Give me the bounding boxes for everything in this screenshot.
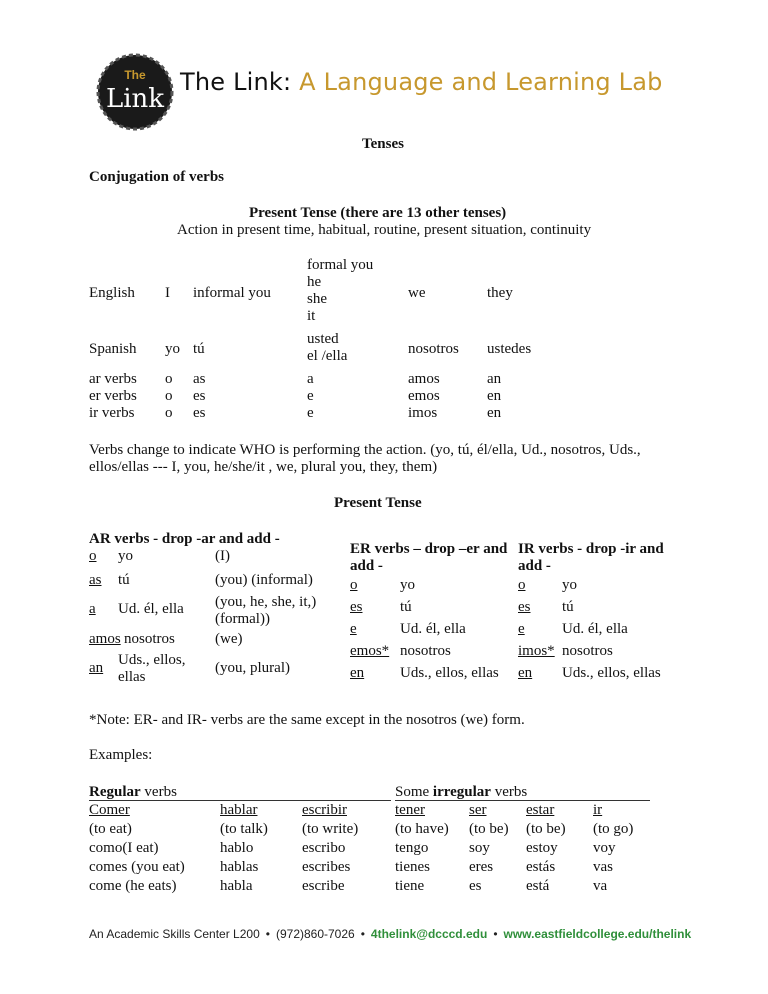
er-pronoun: yo bbox=[400, 577, 415, 593]
grid-cell: imos bbox=[408, 405, 438, 421]
grid-i: I bbox=[165, 285, 170, 301]
regular-verb: (to eat) bbox=[89, 821, 132, 837]
ir-heading: IR verbs - drop -ir and bbox=[518, 541, 664, 557]
irregular-verb: tengo bbox=[395, 840, 429, 856]
ar-ending: an bbox=[89, 660, 104, 676]
ir-ending: o bbox=[518, 577, 526, 593]
lab-title-plain: The Link: bbox=[180, 68, 292, 96]
regular-verb: escribir bbox=[302, 802, 347, 818]
er-ending: e bbox=[350, 621, 357, 637]
grid-he: he bbox=[307, 274, 322, 290]
lab-title bbox=[180, 68, 663, 96]
er-ending: en bbox=[350, 665, 365, 681]
footer-bullet: • bbox=[360, 927, 365, 941]
ar-pronoun: Uds., ellos, bbox=[118, 652, 186, 668]
ar-ending: o bbox=[89, 548, 97, 564]
grid-english: English bbox=[89, 285, 135, 301]
ir-ending: en bbox=[518, 665, 533, 681]
ar-meaning: (formal)) bbox=[215, 611, 270, 627]
grid-ir-verbs: ir verbs bbox=[89, 405, 135, 421]
footer bbox=[89, 927, 691, 941]
ar-meaning: (you) (informal) bbox=[215, 572, 313, 588]
irregular-verb: (to have) bbox=[395, 821, 449, 837]
logo-badge bbox=[95, 52, 175, 132]
regular-verb: hablo bbox=[220, 840, 254, 856]
logo-the-text: The bbox=[124, 68, 146, 82]
regular-verb: comes (you eat) bbox=[89, 859, 185, 875]
irregular-verb: (to go) bbox=[593, 821, 634, 837]
ar-pronoun: tú bbox=[118, 572, 130, 588]
footer-phone: (972)860-7026 bbox=[275, 927, 355, 941]
er-ending: o bbox=[350, 577, 358, 593]
grid-informal-you: informal you bbox=[193, 285, 271, 301]
grid-spanish: Spanish bbox=[89, 341, 137, 357]
er-ending: emos* bbox=[350, 643, 390, 659]
er-pronoun: Ud. él, ella bbox=[400, 621, 466, 637]
page-title: Tenses bbox=[362, 136, 404, 152]
ir-ending: es bbox=[518, 599, 531, 615]
regular-bold: Regular bbox=[89, 784, 141, 800]
present-tense-heading: Present Tense bbox=[334, 495, 422, 511]
ir-heading-2: add - bbox=[518, 558, 551, 574]
er-pronoun: nosotros bbox=[400, 643, 451, 659]
irregular-verb: estoy bbox=[526, 840, 558, 856]
conjugation-heading: Conjugation of verbs bbox=[89, 169, 225, 185]
grid-they: they bbox=[487, 285, 513, 301]
ar-ending: amos bbox=[89, 631, 121, 647]
irregular-bold: irregular bbox=[432, 784, 491, 800]
footer-web-link[interactable]: www.eastfieldcollege.edu/thelink bbox=[503, 927, 692, 941]
explanation-line-2: ellos/ellas --- I, you, he/she/it , we, plural you, they, them) bbox=[89, 459, 438, 475]
ar-meaning: (we) bbox=[215, 631, 243, 647]
grid-tu: tú bbox=[193, 341, 205, 357]
regular-verb: escribo bbox=[302, 840, 346, 856]
present-subtitle: Action in present time, habitual, routine, present situation, continuity bbox=[177, 222, 592, 238]
regular-rest: verbs bbox=[140, 784, 177, 800]
grid-cell: an bbox=[487, 371, 502, 387]
ar-pronoun: Ud. él, ella bbox=[118, 601, 184, 617]
regular-verb: (to write) bbox=[302, 821, 359, 837]
irregular-verb: tienes bbox=[395, 859, 430, 875]
grid-cell: emos bbox=[408, 388, 440, 404]
regular-verb: Comer bbox=[89, 802, 130, 818]
regular-verbs-heading bbox=[89, 783, 177, 801]
footer-email-link[interactable]: 4thelink@dcccd.edu bbox=[370, 927, 488, 941]
grid-cell: es bbox=[193, 388, 206, 404]
er-heading-2: add - bbox=[350, 558, 383, 574]
grid-cell: amos bbox=[408, 371, 440, 387]
grid-cell: en bbox=[487, 388, 502, 404]
grid-cell: es bbox=[193, 405, 206, 421]
lab-title-colored: A Language and Learning Lab bbox=[291, 68, 663, 96]
grid-er-verbs: er verbs bbox=[89, 388, 137, 404]
grid-cell: e bbox=[307, 405, 314, 421]
grid-ar-verbs: ar verbs bbox=[89, 371, 137, 387]
grid-el-ella: el /ella bbox=[307, 348, 348, 364]
ir-pronoun: Uds., ellos, ellas bbox=[562, 665, 661, 681]
irregular-verb: ir bbox=[593, 802, 603, 818]
ar-meaning: (I) bbox=[215, 548, 230, 564]
grid-cell: a bbox=[307, 371, 314, 387]
regular-verb: hablas bbox=[220, 859, 259, 875]
grid-it: it bbox=[307, 308, 316, 324]
footer-center: An Academic Skills Center L200 bbox=[89, 927, 260, 941]
ar-meaning: (you, plural) bbox=[215, 660, 290, 676]
regular-verb: escribes bbox=[302, 859, 351, 875]
irregular-verb: voy bbox=[593, 840, 616, 856]
grid-formal-you: formal you bbox=[307, 257, 374, 273]
ir-pronoun: nosotros bbox=[562, 643, 613, 659]
er-ending: es bbox=[350, 599, 363, 615]
ir-pronoun: tú bbox=[562, 599, 574, 615]
grid-cell: o bbox=[165, 405, 173, 421]
irregular-verb: es bbox=[469, 878, 482, 894]
ar-pronoun: yo bbox=[118, 548, 133, 564]
grid-cell: en bbox=[487, 405, 502, 421]
irregular-verb: estás bbox=[526, 859, 556, 875]
grid-ustedes: ustedes bbox=[487, 341, 532, 357]
regular-verb: escribe bbox=[302, 878, 345, 894]
regular-verb: hablar bbox=[220, 802, 258, 818]
present-heading: Present Tense (there are 13 other tenses) bbox=[249, 205, 507, 221]
irregular-verb: ser bbox=[469, 802, 487, 818]
irregular-verb: eres bbox=[469, 859, 494, 875]
footer-bullet: • bbox=[265, 927, 270, 941]
ir-pronoun: Ud. él, ella bbox=[562, 621, 628, 637]
irregular-verb: (to be) bbox=[526, 821, 566, 837]
ir-pronoun: yo bbox=[562, 577, 577, 593]
footer-bullet: • bbox=[493, 927, 498, 941]
irregular-pre: Some bbox=[395, 784, 433, 800]
regular-verb: come (he eats) bbox=[89, 878, 177, 894]
note-text: *Note: ER- and IR- verbs are the same except in the nosotros (we) form. bbox=[89, 712, 525, 728]
irregular-verbs-heading bbox=[395, 783, 527, 801]
ir-ending: e bbox=[518, 621, 525, 637]
ar-ending: as bbox=[89, 572, 102, 588]
grid-she: she bbox=[307, 291, 327, 307]
irregular-verb: soy bbox=[469, 840, 490, 856]
explanation-line-1: Verbs change to indicate WHO is performing the action. (yo, tú, él/ella, Ud., nosotros, Uds., bbox=[89, 442, 641, 458]
er-pronoun: tú bbox=[400, 599, 412, 615]
irregular-verb: estar bbox=[526, 802, 555, 818]
examples-label: Examples: bbox=[89, 747, 153, 763]
ar-meaning: (you, he, she, it,) bbox=[215, 594, 317, 610]
grid-cell: o bbox=[165, 371, 173, 387]
grid-usted: usted bbox=[307, 331, 339, 347]
logo-link-text: Link bbox=[105, 84, 165, 114]
ar-ending: a bbox=[89, 601, 96, 617]
grid-we: we bbox=[408, 285, 426, 301]
irregular-verb: vas bbox=[593, 859, 613, 875]
irregular-verb: está bbox=[526, 878, 550, 894]
irregular-rest: verbs bbox=[490, 784, 528, 800]
grid-nosotros: nosotros bbox=[408, 341, 459, 357]
er-pronoun: Uds., ellos, ellas bbox=[400, 665, 499, 681]
irregular-verb: (to be) bbox=[469, 821, 509, 837]
er-heading: ER verbs – drop –er and bbox=[350, 541, 508, 557]
regular-verb: habla bbox=[220, 878, 253, 894]
irregular-verb: tiene bbox=[395, 878, 425, 894]
irregular-verb: tener bbox=[395, 802, 425, 818]
irregular-divider bbox=[395, 800, 650, 801]
ar-heading: AR verbs - drop -ar and add - bbox=[89, 531, 280, 547]
grid-cell: e bbox=[307, 388, 314, 404]
regular-verb: (to talk) bbox=[220, 821, 268, 837]
ar-pronoun: nosotros bbox=[124, 631, 175, 647]
grid-yo: yo bbox=[165, 341, 180, 357]
grid-cell: as bbox=[193, 371, 206, 387]
ir-ending: imos* bbox=[518, 643, 555, 659]
irregular-verb: va bbox=[593, 878, 608, 894]
regular-verb: como(I eat) bbox=[89, 840, 159, 856]
ar-pronoun: ellas bbox=[118, 669, 146, 685]
grid-cell: o bbox=[165, 388, 173, 404]
